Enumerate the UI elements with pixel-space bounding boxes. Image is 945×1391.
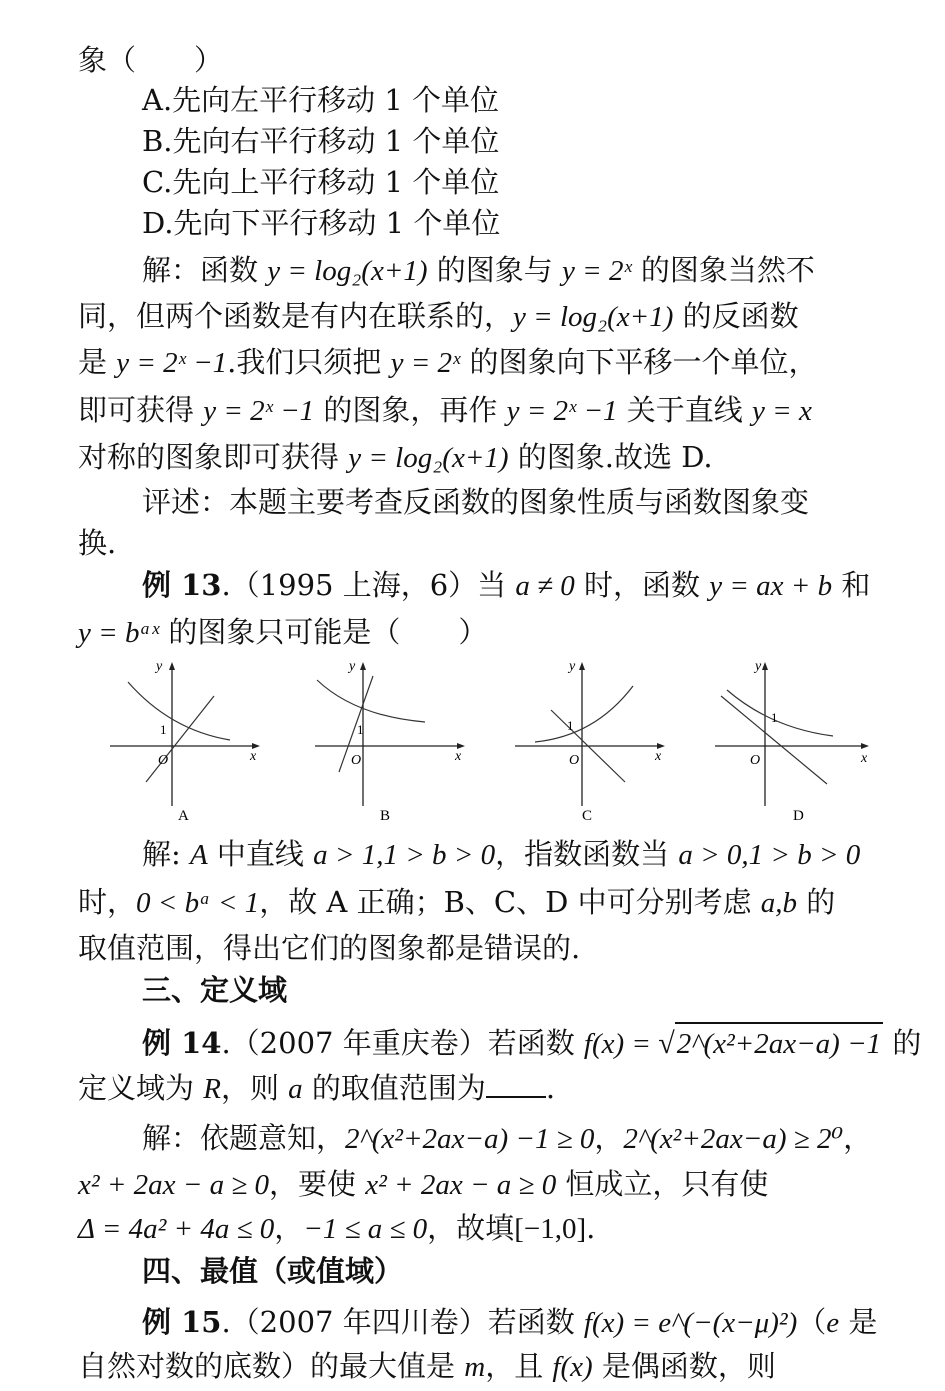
sqrt-radicand: 2^(x²+2ax−a) −1: [675, 1022, 883, 1064]
formula: y = log₂(x+1): [267, 255, 428, 287]
svg-text:O: O: [569, 753, 580, 768]
svg-text:C: C: [582, 808, 593, 824]
svg-text:y: y: [349, 659, 356, 674]
formula: f(x): [552, 1351, 593, 1383]
answer-blank: [486, 1070, 546, 1098]
svg-text:y: y: [755, 659, 762, 674]
formula: 2^(x²+2ax−a) ≥ 2⁰: [623, 1123, 844, 1155]
option-d: D.先向下平行移动 1 个单位: [142, 206, 501, 240]
solution-13-line-1: 解: A 中直线 a > 1,1 > b > 0，指数函数当 a > 0,1 > b > 0: [142, 837, 861, 871]
solution-12-line-3: 是 y = 2ˣ −1.我们只须把 y = 2ˣ 的图象向下平移一个单位，: [78, 345, 818, 379]
formula: 0 < bᵃ < 1: [136, 887, 260, 919]
svg-text:A: A: [178, 808, 189, 824]
example-15-line-2: 自然对数的底数）的最大值是 m，且 f(x) 是偶函数，则: [78, 1349, 776, 1383]
example-15-line-1: 例 15.（2007 年四川卷）若函数 f(x) = e^(−(x−μ)²)（e 是: [142, 1305, 878, 1339]
svg-text:y: y: [569, 659, 576, 674]
formula: y = 2ˣ: [562, 255, 632, 287]
option-a: A.先向左平行移动 1 个单位: [142, 83, 500, 117]
svg-text:x: x: [455, 749, 462, 764]
example-13-line-2: y = bᵃˣ 的图象只可能是（ ）: [78, 615, 488, 649]
solution-13-line-2: 时，0 < bᵃ < 1，故 A 正确；B、C、D 中可分别考虑 a,b 的: [78, 885, 836, 919]
formula: a > 1,1 > b > 0: [313, 839, 496, 871]
svg-text:x: x: [655, 749, 662, 764]
graph-options: [100, 656, 880, 831]
svg-text:O: O: [750, 753, 761, 768]
solution-14-line-2: x² + 2ax − a ≥ 0，要使 x² + 2ax − a ≥ 0 恒成立，只有使: [78, 1167, 769, 1201]
svg-text:1: 1: [567, 718, 574, 733]
formula: R: [203, 1073, 221, 1105]
formula: −1 ≤ a ≤ 0: [303, 1213, 428, 1245]
formula: y = log₂(x+1): [513, 301, 674, 333]
formula: y = 2ˣ −1: [506, 395, 618, 427]
formula: e: [826, 1307, 840, 1339]
option-c: C.先向上平行移动 1 个单位: [142, 165, 500, 199]
svg-text:B: B: [380, 808, 391, 824]
svg-text:1: 1: [160, 722, 167, 737]
example-13-line-1: 例 13.（1995 上海，6）当 a ≠ 0 时，函数 y = ax + b 和: [142, 568, 871, 602]
formula: a: [288, 1073, 303, 1105]
solution-13-line-3: 取值范围，得出它们的图象都是错误的.: [78, 931, 581, 965]
formula: m: [464, 1351, 486, 1383]
svg-text:O: O: [351, 753, 362, 768]
svg-text:O: O: [158, 753, 169, 768]
svg-text:y: y: [156, 659, 163, 674]
formula: Δ = 4a² + 4a ≤ 0: [78, 1213, 275, 1245]
example-14-line-1: 例 14.（2007 年重庆卷）若函数 f(x) = √2^(x²+2ax−a) −1 的: [142, 1022, 921, 1064]
formula: f(x) = e^(−(x−μ)²): [583, 1307, 798, 1339]
formula: f(x) =: [583, 1028, 659, 1060]
example-label: 例 14: [142, 1026, 222, 1060]
solution-12-line-4: 即可获得 y = 2ˣ −1 的图象，再作 y = 2ˣ −1 关于直线 y = x: [78, 393, 812, 427]
formula: y = 2ˣ −1: [116, 347, 228, 379]
solution-12-line-1: 解：函数 y = log₂(x+1) 的图象与 y = 2ˣ 的图象当然不: [142, 253, 815, 287]
formula: [−1,0]: [514, 1213, 587, 1245]
solution-14-line-1: 解：依题意知，2^(x²+2ax−a) −1 ≥ 0，2^(x²+2ax−a) ≥ 2⁰，: [142, 1121, 873, 1155]
graph-c: [515, 656, 670, 831]
question-continuation: 象（ ）: [78, 43, 224, 77]
section-title-extrema: 四、最值（或值域）: [142, 1254, 404, 1288]
option-b: B.先向右平行移动 1 个单位: [142, 124, 500, 158]
example-label: 例 15: [142, 1305, 222, 1339]
section-title-domain: 三、定义域: [142, 973, 288, 1007]
solution-12-line-5: 对称的图象即可获得 y = log₂(x+1) 的图象.故选 D.: [78, 440, 713, 474]
formula: x² + 2ax − a ≥ 0: [78, 1169, 269, 1201]
formula: y = 2ˣ −1: [203, 395, 315, 427]
svg-text:x: x: [861, 751, 868, 766]
formula: y = 2ˣ: [390, 347, 461, 379]
example-label: 例 13: [142, 568, 222, 602]
formula: y = x: [752, 395, 812, 427]
formula: x² + 2ax − a ≥ 0: [365, 1169, 557, 1201]
formula: y = log₂(x+1): [348, 442, 509, 474]
graph-b: [315, 656, 470, 831]
svg-text:1: 1: [771, 710, 778, 725]
formula: a ≠ 0: [515, 570, 575, 602]
solution-12-line-2: 同，但两个函数是有内在联系的，y = log₂(x+1) 的反函数: [78, 299, 799, 333]
svg-text:x: x: [250, 749, 257, 764]
svg-text:1: 1: [357, 722, 364, 737]
example-14-line-2: 定义域为 R，则 a 的取值范围为 .: [78, 1071, 556, 1105]
formula: y = bᵃˣ: [78, 617, 160, 649]
review-line-2: 换.: [78, 526, 117, 560]
formula: a > 0,1 > b > 0: [678, 839, 861, 871]
formula: 2^(x²+2ax−a) −1 ≥ 0: [345, 1123, 595, 1155]
formula: y = ax + b: [709, 570, 833, 602]
svg-text:D: D: [793, 808, 804, 824]
review-line-1: 评述：本题主要考查反函数的图象性质与函数图象变: [142, 485, 810, 519]
graph-d: [715, 656, 875, 831]
solution-14-line-3: Δ = 4a² + 4a ≤ 0，−1 ≤ a ≤ 0，故填[−1,0].: [78, 1211, 596, 1245]
graph-a: [110, 656, 265, 831]
formula: a,b: [760, 887, 798, 919]
